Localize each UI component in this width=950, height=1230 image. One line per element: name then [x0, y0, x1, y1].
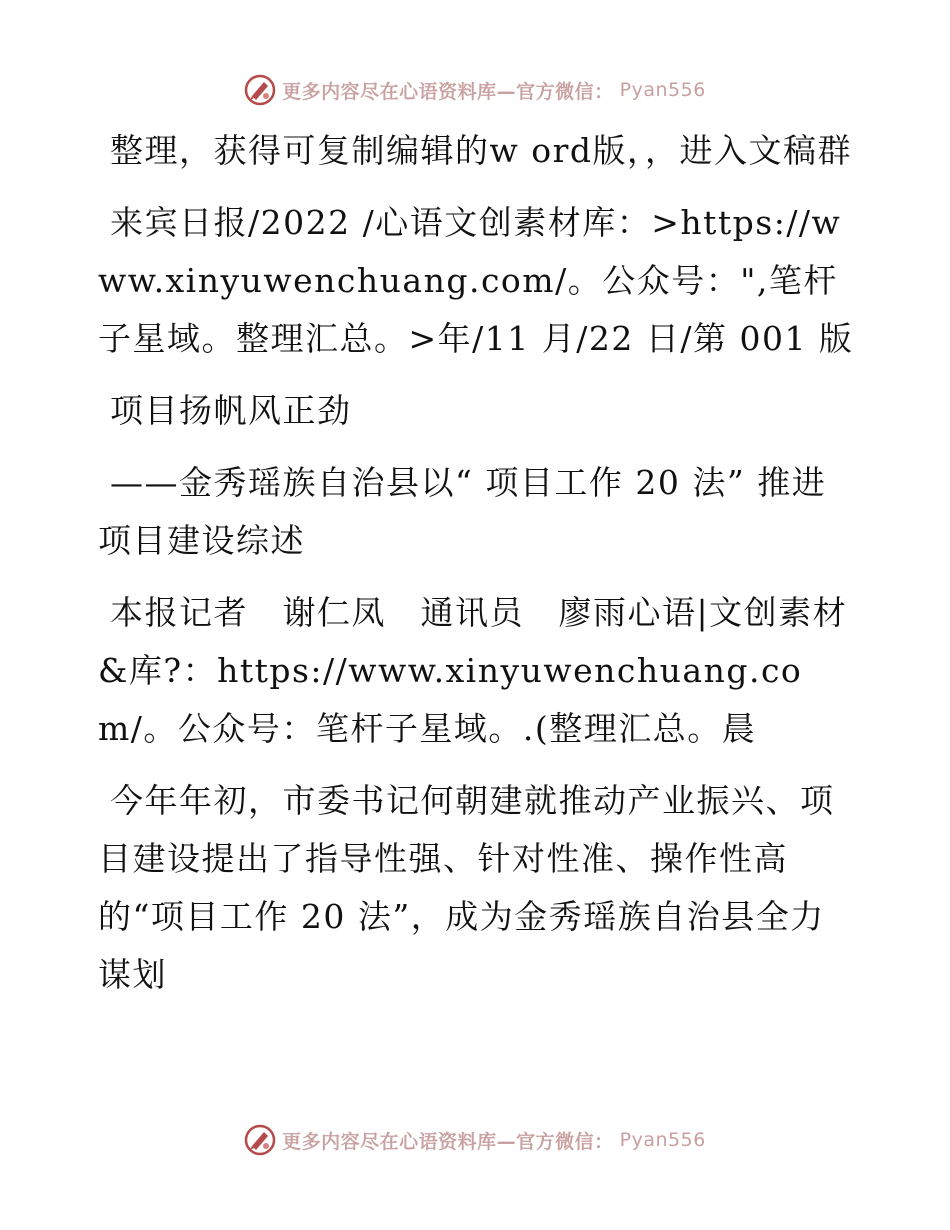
logo-icon	[244, 74, 276, 106]
header-wechat-id: Pyan556	[619, 79, 706, 101]
paragraph-intro: 整理，获得可复制编辑的w ord版，，进入文稿群	[98, 131, 853, 170]
header-banner-text: 更多内容尽在心语资料库—官方微信：	[282, 80, 614, 103]
paragraph-body: 今年年初，市委书记何朝建就推动产业振兴、项目建设提出了指导性强、针对性准、操作性高的“项目工作 20 法”，成为金秀瑶族自治县全力谋划	[98, 781, 835, 994]
paragraph-source: 来宾日报/2022 /心语文创素材库：>https://www.xinyuwenchuang.com/。公众号：",笔杆子星域。整理汇总。>年/11 月/22 日/第 001 版	[98, 203, 854, 358]
footer-banner	[0, 1120, 950, 1160]
article-subtitle: ——金秀瑶族自治县以“ 项目工作 20 法” 推进项目建设综述	[98, 463, 827, 560]
logo-icon	[244, 1124, 276, 1156]
footer-banner-text: 更多内容尽在心语资料库—官方微信：	[282, 1130, 614, 1153]
article-title: 项目扬帆风正劲	[98, 391, 352, 430]
header-banner	[0, 70, 950, 110]
document-body	[98, 122, 858, 1018]
article-byline: 本报记者 谢仁凤 通讯员 廖雨心语|文创素材&库?：https://www.xinyuwenchuang.com/。公众号：笔杆子星域。.(整理汇总。晨	[98, 593, 848, 748]
footer-wechat-id: Pyan556	[619, 1129, 706, 1151]
